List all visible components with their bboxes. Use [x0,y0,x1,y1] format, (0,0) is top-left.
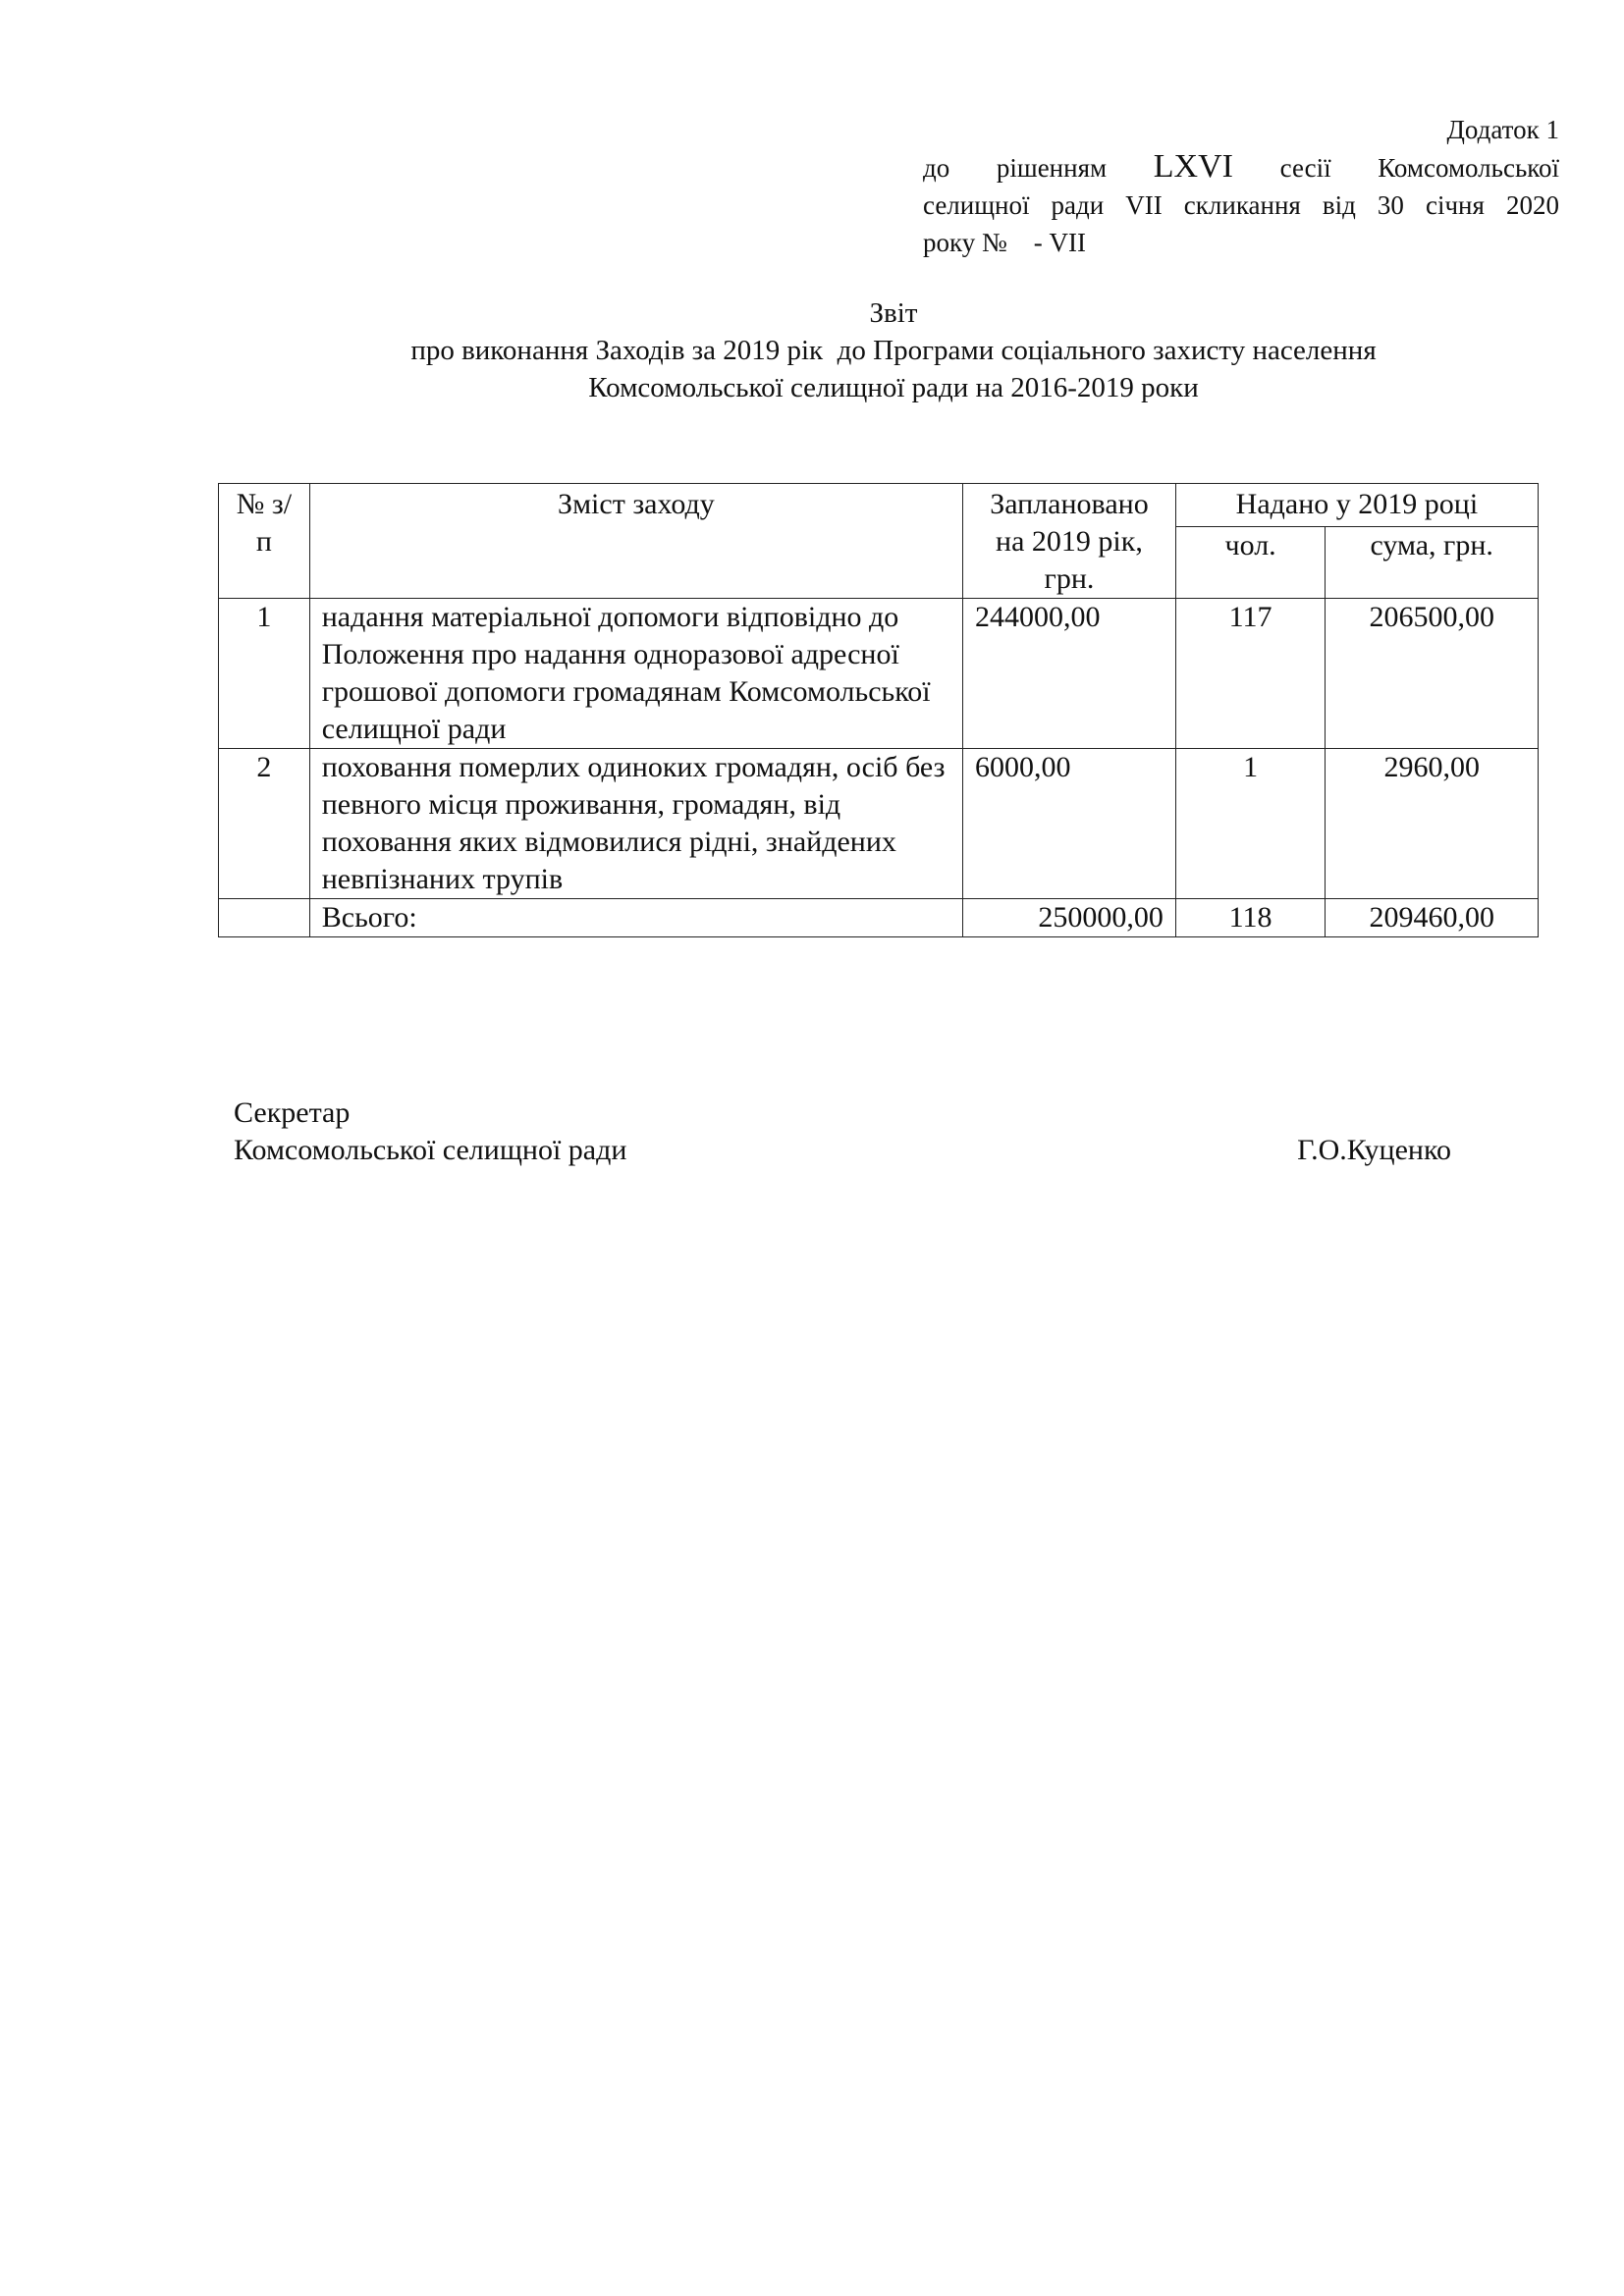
row-planned: 6000,00 [963,749,1176,899]
total-persons: 118 [1175,899,1326,937]
total-number-cell [219,899,310,937]
total-label: Всього: [309,899,962,937]
total-planned: 250000,00 [963,899,1176,937]
report-title [0,294,1624,406]
annex-number-line: року № - VII [923,228,1086,257]
row-number: 2 [219,749,310,899]
report-title-subject: про виконання Заходів за 2019 рік до Програми соціального захисту населення [410,335,1377,366]
annex-label: Додаток 1 [1446,115,1559,144]
row-planned: 244000,00 [963,599,1176,749]
row-sum: 2960,00 [1326,749,1539,899]
report-title-period: Комсомольської селищної ради на 2016-2019 роки [588,372,1199,403]
annex-council-line: селищної ради VII скликання від 30 січня 2020 [923,190,1559,220]
annex-session-number: LXVI [1153,148,1233,185]
total-sum: 209460,00 [1326,899,1539,937]
header-planned: Заплановано на 2019 рік, грн. [963,484,1176,599]
signature-name: Г.О.Куценко [1297,1134,1451,1166]
row-persons: 1 [1175,749,1326,899]
annex-decision-line [923,148,1559,187]
row-content: поховання померлих одиноких громадян, осіб без певного місця проживання, громадян, від поховання яких відмовилися рідні, знайдених невпізнаних трупів [309,749,962,899]
annex-decision-prefix: до рішенням [923,153,1108,183]
signature-position: Секретар [234,1096,351,1129]
annex-decision-suffix: сесії Комсомольської [1279,153,1560,183]
row-persons: 117 [1175,599,1326,749]
table-row [219,599,1539,749]
header-sum: сума, грн. [1326,527,1539,599]
annex-block [923,111,1559,261]
table-total-row [219,899,1539,937]
row-sum: 206500,00 [1326,599,1539,749]
table-row [219,749,1539,899]
header-content: Зміст заходу [309,484,962,599]
header-provided: Надано у 2019 році [1175,484,1538,527]
row-content: надання матеріальної допомоги відповідно до Положення про надання одноразової адресної грошової допомоги громадянам Комсомольської селищної ради [309,599,962,749]
header-persons: чол. [1175,527,1326,599]
row-number: 1 [219,599,310,749]
header-number: № з/п [219,484,310,599]
signature-block [234,1095,1451,1169]
signature-organization: Комсомольської селищної ради [234,1134,627,1166]
table-header-row [219,484,1539,527]
report-title-main: Звіт [869,297,918,329]
report-table [218,483,1539,937]
